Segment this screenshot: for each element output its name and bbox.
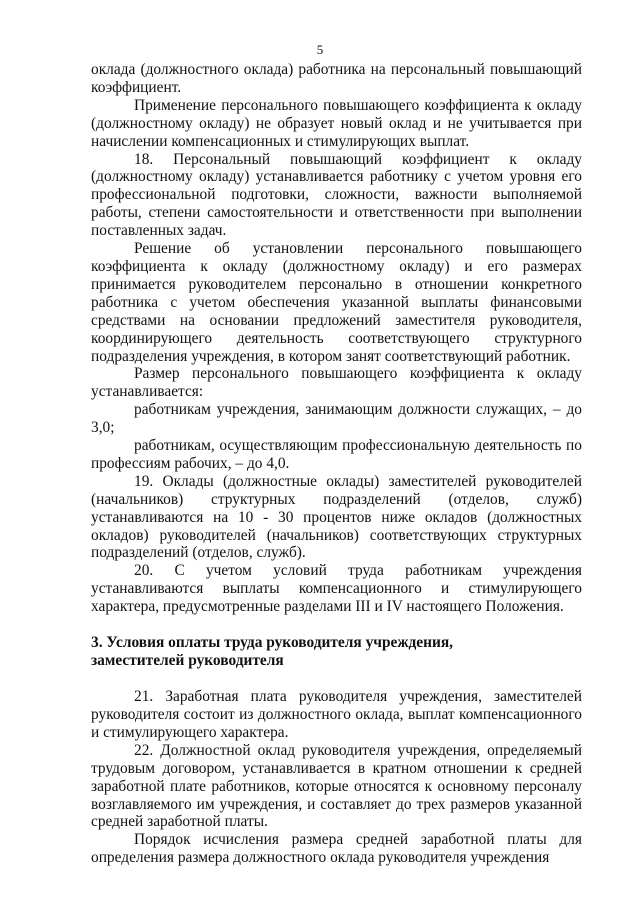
paragraph-continuation: оклада (должностного оклада) работника на персональный повышающий коэффициент. — [91, 61, 582, 96]
paragraph-item-18: 18. Персональный повышающий коэффициент к окладу (должностному окладу) устанавливается работнику с учетом уровня его профессиональной подготовки, сложности, важности выполняемой работы, степени самостоятельности и ответственности при выполнении поставленных задач. — [91, 150, 582, 240]
paragraph: Решение об установлении персонального повышающего коэффициента к окладу (должностному окладу) и его размерах принимается руководителем персонально в отношении конкретного работника с учетом обеспечения указанной выплаты финансовыми средствами на основании предложений заместителя руководителя, координирующего деятельность соответствующего структурного подразделения учреждения, в котором занят соответствующий работник. — [91, 240, 582, 365]
paragraph: Размер персонального повышающего коэффициента к окладу устанавливается: — [91, 365, 582, 401]
document-body — [91, 61, 582, 867]
section-heading — [91, 634, 582, 670]
paragraph-item-19: 19. Оклады (должностные оклады) заместителей руководителей (начальников) структурных подразделений (отделов, служб) устанавливаются на 10 - 30 процентов ниже окладов (должностных окладов) руководителей (начальников) соответствующих структурных подразделений (отделов, служб). — [91, 472, 582, 562]
paragraph-item-22: 22. Должностной оклад руководителя учреждения, определяемый трудовым договором, устанавливается в кратном отношении к средней заработной плате работников, которые относятся к основному персоналу возглавляемого им учреждения, и составляет до трех размеров указанной средней заработной платы. — [91, 741, 582, 831]
paragraph: работникам, осуществляющим профессиональную деятельность по профессиям рабочих, – до 4,0. — [91, 437, 582, 472]
paragraph-item-21: 21. Заработная плата руководителя учреждения, заместителей руководителя состоит из должностного оклада, выплат компенсационного и стимулирующего характера. — [91, 688, 582, 741]
paragraph: работникам учреждения, занимающим должности служащих, – до 3,0; — [91, 401, 582, 437]
paragraph: Порядок исчисления размера средней заработной платы для определения размера должностного оклада руководителя учреждения — [91, 831, 582, 867]
section-heading-line-2: заместителей руководителя — [91, 652, 284, 670]
paragraph: Применение персонального повышающего коэффициента к окладу (должностному окладу) не образует новый оклад и не учитывается при начислении компенсационных и стимулирующих выплат. — [91, 96, 582, 150]
paragraph-item-20: 20. С учетом условий труда работникам учреждения устанавливаются выплаты компенсационного и стимулирующего характера, предусмотренные разделами III и IV настоящего Положения. — [91, 562, 582, 616]
section-heading-line-1: 3. Условия оплаты труда руководителя учреждения, — [91, 634, 454, 652]
page-number: 5 — [316, 42, 324, 57]
